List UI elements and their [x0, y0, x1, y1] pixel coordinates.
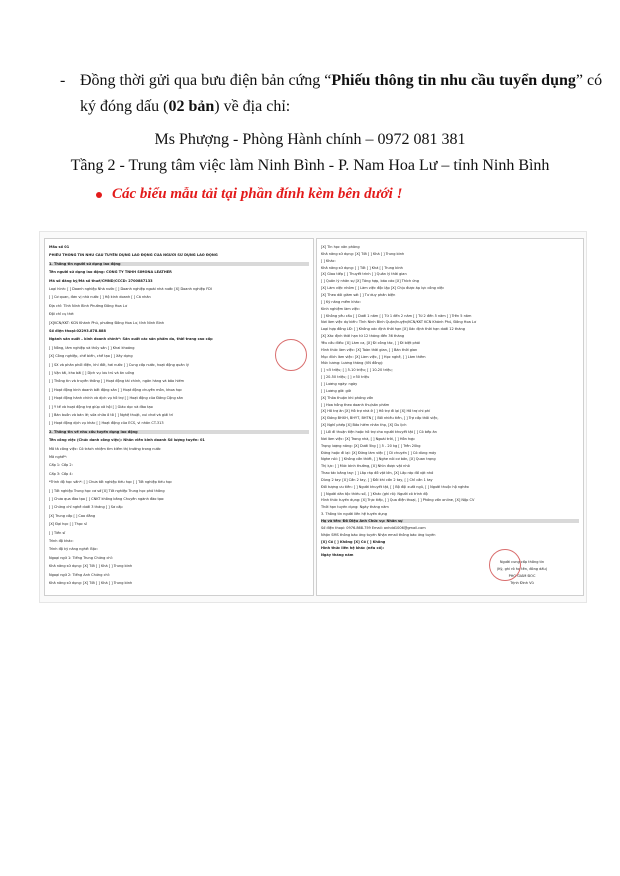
form-line: Tên công việc (Chức danh công việc): Nhân viên kinh doanh Số lượng tuyển: 01 [49, 438, 205, 443]
form-line: [ ] Kỹ năng mềm khác: [321, 299, 361, 304]
form-line: Cấp 1: Cấp 2: [49, 463, 73, 468]
form-line: Hình thức làm việc: [X] Toàn thời gian, [ ] Bán thời gian [321, 347, 418, 352]
bullet-dot-icon [96, 192, 102, 198]
form-line: [ ] Hoạt động kinh doanh bất động sản [ ] Hoạt động chuyên môn, khoa học [49, 387, 183, 392]
form-line: [X]KCN/KKT: KCN Khánh Phú, phường Đông Hoa Lư, tỉnh Ninh Bình [49, 320, 165, 325]
form-line: [ ] Lương giờ: giờ [321, 388, 351, 393]
form-line: Loại hợp đồng LĐ: [ ] Không xác định thời hạn [X] Xác định thời hạn dưới 12 tháng [321, 327, 465, 332]
form-line: Ngày tháng năm [321, 553, 354, 558]
form-line: Loại hình: [ ] Doanh nghiệp Nhà nước [ ] Doanh nghiệp ngoài nhà nước [X] Doanh nghiệp FDI [49, 287, 212, 291]
form-line: Hình thức liên hệ khác (nếu có): [321, 546, 384, 551]
form-line: Dùng 2 tay: [X] Cần 2 tay, [ ] Đôi khi cần 2 tay, [ ] Chỉ cần 1 tay [321, 477, 433, 482]
form-line: [ ] Chưa qua đào tạo [ ] CNKT không bằng Chuyên ngành đào tạo: [49, 497, 165, 501]
form-line: Mẫu số 01 [49, 245, 70, 249]
form-line: Thị lực: [ ] Mức bình thường, [X] Nhìn được vật nhỏ [321, 464, 410, 469]
form-line: 3. Thông tin người liên hệ tuyển dụng [321, 512, 388, 517]
intro-line-1-post: ” có [575, 72, 603, 89]
form-line: Trọng lượng nâng: [X] Dưới 5kg [ ] 5 - 20 kg [ ] Trên 20kg [321, 443, 421, 448]
form-line: Nơi làm việc: [X] Trong nhà, [ ] Ngoài trời, [ ] Hỗn hợp [321, 436, 415, 441]
form-line: Khả năng sử dụng: [ ] Tốt [ ] Khá [ ] Trung bình [321, 265, 403, 270]
form-line: Mã số đăng ký/Mã số thuế/CMND/CCCD: 2700887133 [49, 278, 153, 283]
form-page-2 [316, 238, 584, 596]
form-line: [ ] Vận tải, kho bãi [ ] Dịch vụ lưu trú và ăn uống [49, 371, 135, 375]
form-line: Hình thức tuyển dụng: [X] Trực tiếp, [ ] Qua điện thoại, [ ] Phỏng vấn online, [X] Nộp CV [321, 498, 475, 503]
form-line: Thời hạn tuyển dụng: Ngày tháng năm [321, 505, 389, 510]
copies-count: 02 bản [168, 98, 215, 115]
form-line: Số điện thoại: 0976.868.759 Email: anhdd1006@gmail.com [321, 525, 426, 530]
form-line: [ ] Cơ quan, đơn vị nhà nước [ ] Hộ kinh doanh [ ] Cá nhân [49, 295, 151, 300]
contact-name-line: Ms Phượng - Phòng Hành chính – 0972 081 381 [154, 131, 466, 148]
form-line: Nhận SMS thông báo ứng tuyển Nhận email thông báo ứng tuyển [321, 532, 436, 537]
form-line: [ ] Tiến sĩ [49, 530, 66, 535]
form-line: [ ] <5 triệu; [ ] 5-10 triệu; [ ] 10-20 triệu; [321, 368, 393, 373]
form-line: Mục đích làm việc: [X] Làm việc, [ ] Học nghề, [ ] Làm thêm [321, 354, 426, 359]
attachment-note-text: Các biểu mẫu tải tại phần đính kèm bên dưới ! [112, 186, 403, 202]
form-line: PHÓ GIÁM ĐỐC [508, 573, 536, 578]
form-line: [ ] SX và phân phối điện, khí đốt, hơi nước [ ] Cung cấp nước, hoạt động quản lý [49, 362, 189, 367]
intro-line-2 [80, 98, 290, 116]
form-line: [ ] Lối đi thuận tiện hoặc hỗ trợ cho người khuyết tật [ ] Có bếp ăn [321, 429, 437, 434]
form-line: [ ] Nông, lâm nghiệp và thủy sản [ ] Khai khoáng [49, 345, 135, 350]
form-line: Ngành sản xuất – kinh doanh chính*: Sản xuất các sản phẩm da, thời trang cao cấp [49, 337, 213, 342]
form-line: Người cung cấp thông tin [499, 560, 545, 565]
form-line: [X] Làm việc nhóm [ ] Làm việc độc lập [X] Chịu được áp lực công việc [321, 286, 445, 291]
form-line: [ ] Tốt nghiệp Trung học cơ sở [X] Tốt nghiệp Trung học phổ thông [49, 488, 165, 493]
form-line: [ ] Bán buôn và bán lẻ; sửa chữa ô tô [ ] Nghệ thuật, vui chơi và giải trí [49, 413, 174, 417]
form-line: [X] Thỏa thuận khi phỏng vấn [321, 395, 374, 400]
form-line: Nơi làm việc dự kiến: Tỉnh Ninh Bình Quận/huyện/KCN/KKT KCN Khánh Phú, Đông Hoa Lư [321, 320, 477, 325]
form-line: [X] Đóng BHXH, BHYT, BHTN [ ] Bồi nhiều tiền, [ ] Trợ cấp thôi việc, [321, 416, 439, 421]
form-line: [ ] 20-50 triệu; [ ] >50 triệu [321, 375, 370, 380]
form-line: Trình độ kỹ năng nghề: Bậc: [49, 547, 98, 552]
form-line: [ ] Không yêu cầu [ ] Dưới 1 năm [ ] Từ 1 đến 2 năm [ ] Từ 2 đến 5 năm [ ] Trên 5 năm [321, 313, 472, 318]
form-line: Thao tác bằng tay: [ ] Lắp ráp đồ vật lớn, [X] Lắp ráp đồ vật nhỏ [321, 471, 434, 476]
form-line: [ ] Chứng chỉ nghề dưới 3 tháng [ ] Sơ cấp [49, 505, 123, 510]
form-line: Mã nghề*: [49, 455, 68, 459]
form-line: [X] Giao tiếp [ ] Thuyết trình [ ] Quản lý thời gian [321, 272, 407, 277]
form-line: Mức lương: Lương tháng (VN đồng): [321, 361, 384, 366]
form-line: [X] Tin học văn phòng [321, 245, 360, 249]
form-line: Tên người sử dụng lao động: CÔNG TY TNHH SIMONA LEATHER [49, 270, 172, 275]
form-line: Yêu cầu điều: [X] Làm ca, [X] Đi công tác, [ ] Đi biệt phái [321, 340, 421, 345]
form-line: [ ] Hoa hồng theo doanh thu/sản phẩm [321, 402, 390, 407]
form-line: Trình độ khác: [49, 539, 74, 543]
form-line: Địa chỉ: Tỉnh Ninh Bình Phường Đông Hoa Lư [49, 303, 127, 308]
attachment-note [96, 186, 402, 203]
form-line: Ngoại ngữ 2: Tiếng Anh Chứng chỉ: [49, 572, 110, 577]
form-line: [ ] Quản lý nhân sự [X] Tổng hợp, báo cáo [X] Thích ứng [321, 279, 419, 284]
intro-line-2-post: ) về địa chỉ: [214, 98, 291, 115]
form-line: 2. Thông tin về nhu cầu tuyển dụng lao động [49, 430, 309, 434]
form-line: (Ký, ghi rõ họ tên, đóng dấu) [496, 566, 548, 571]
form-line: Ngoại ngữ 1: Tiếng Trung Chứng chỉ: [49, 555, 113, 560]
form-line: Số điện thoại:02293.878.888 [49, 329, 106, 333]
form-line: [X] Có [ ] Không [X] Có [ ] Không [321, 539, 386, 544]
form-line: [ ] Lương ngày: ngày [321, 382, 358, 386]
form-line: Khả năng sử dụng: [X] Tốt [ ] Khá [ ] Trung bình [49, 581, 133, 585]
form-line: Đứng hoặc đi lại: [X] Đứng làm việc [ ] Di chuyển [ ] Có dùng máy [321, 450, 437, 455]
form-line: [X] Đại học [ ] Thạc sĩ [49, 522, 87, 527]
intro-line-2-pre: ký đóng dấu ( [80, 98, 169, 115]
form-line: Đối tượng ưu tiên: [ ] Người khuyết tật, [ ] Bộ đội xuất ngũ, [ ] Người thuộc hộ nghèo [321, 484, 469, 489]
form-line: Nghe nói: [ ] Không cần thiết, [ ] Nghe nói cơ bản, [X] Quan trọng [321, 457, 436, 462]
scanned-form-image [40, 232, 586, 602]
intro-dash: - [60, 72, 66, 89]
form-line: *Trình độ học vấn*: [ ] Chưa tốt nghiệp tiểu học [ ] Tốt nghiệp tiểu học [49, 480, 173, 485]
form-line: Mô tả công việc: Có trách nhiệm tìm kiếm thị trường trong nước [49, 446, 161, 451]
company-seal-stamp [275, 339, 307, 371]
form-line: PHIẾU THÔNG TIN NHU CẦU TUYỂN DỤNG LAO ĐỘNG CỦA NGƯỜI SỬ DỤNG LAO ĐỘNG [49, 253, 218, 258]
form-line: [ ] Thông tin và truyền thông [ ] Hoạt động tài chính, ngân hàng và bảo hiểm [49, 379, 185, 384]
form-line: Đội chỉ cụ thể: [49, 312, 75, 317]
form-line: Họ và tên: Đỗ Diệu Anh Chức vụ: Nhân sự [321, 519, 579, 523]
form-line: Kinh nghiệm làm việc: [321, 306, 361, 311]
form-line: [X] Công nghiệp, chế biến, chế tạo [ ] Xây dựng [49, 354, 133, 359]
form-line: Khả năng sử dụng: [X] Tốt [ ] Khá [ ] Trung bình [321, 251, 405, 256]
form-line: [X] Hỗ trợ ăn [X] Hỗ trợ nhà ở [ ] Hỗ trợ đi lại [X] Hỗ trợ chi phí [321, 409, 431, 414]
company-seal-stamp [489, 549, 521, 581]
form-line: [X] Nghỉ phép [X] Bảo hiểm nhân thọ, [X] Du lịch [321, 423, 407, 428]
intro-line-1-pre: Đồng thời gửi qua bưu điện bản cứng “ [80, 72, 332, 89]
form-title-emphasis: Phiếu thông tin nhu cầu tuyển dụng [331, 72, 576, 89]
intro-line-1 [80, 72, 602, 90]
form-line: Trịnh Đình Vũ [510, 580, 534, 585]
form-line: Khả năng sử dụng: [X] Tốt [ ] Khá [ ] Trung bình [49, 564, 133, 569]
form-line: [ ] Y tế và hoạt động trợ giúp xã hội [ ] Giáo dục và đào tạo [49, 404, 153, 409]
form-line: [ ] Người dân tộc thiểu số, [ ] Khác (ghi rõ): Người có trình độ [321, 491, 428, 496]
form-line: Cấp 3: Cấp 4: [49, 471, 73, 476]
form-line: 1. Thông tin người sử dụng lao động [49, 262, 309, 266]
form-line: [X] Xác định thời hạn từ 12 tháng đến 36 tháng [321, 334, 405, 339]
form-page-1 [44, 238, 314, 596]
form-line: [ ] Hoạt động hành chính và dịch vụ hỗ trợ [ ] Hoạt động của Đảng Cộng sản [49, 396, 183, 401]
form-line: [X] Theo dõi giám sát [ ] Tư duy phản biện [321, 292, 396, 297]
form-line: [ ] Hoạt động dịch vụ khác [ ] Hoạt động của ECS, vì nhân CT-313 [49, 421, 164, 426]
form-line: [X] Trung cấp [ ] Cao đẳng [49, 513, 96, 518]
form-line: [ ] Khác: [321, 258, 336, 263]
contact-address-line: Tầng 2 - Trung tâm việc làm Ninh Bình - P. Nam Hoa Lư – tỉnh Ninh Bình [70, 157, 550, 174]
